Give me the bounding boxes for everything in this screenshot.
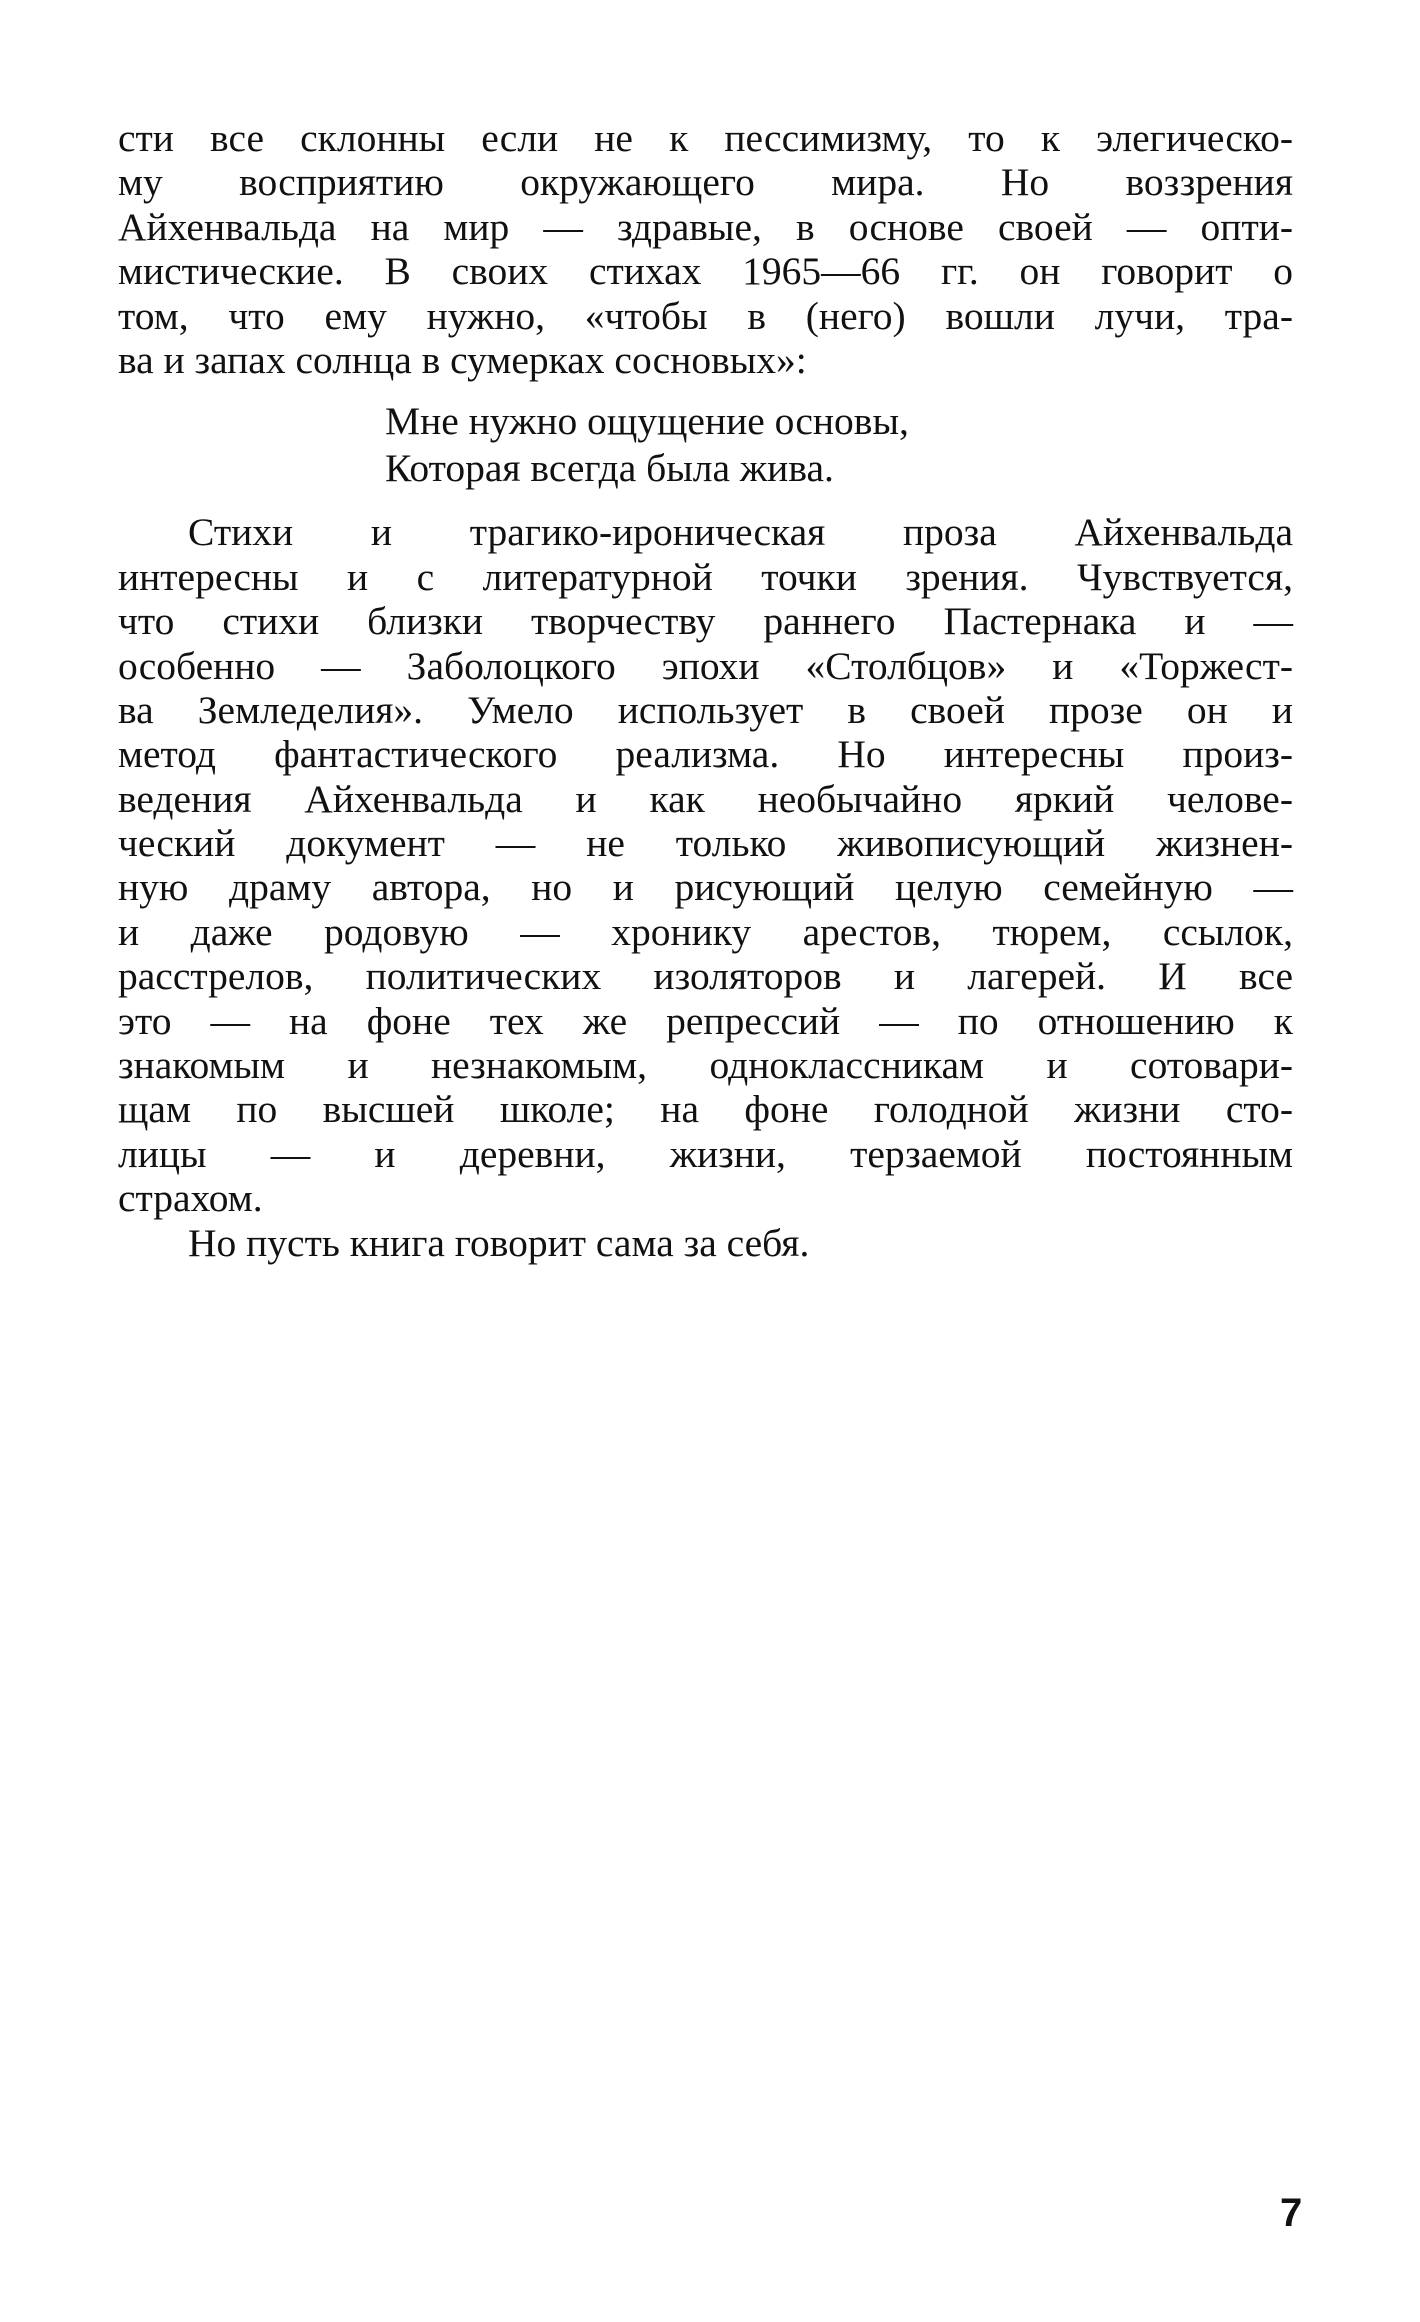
verse-line: Мне нужно ощущение основы,: [385, 399, 909, 444]
text-line: ведения Айхенвальда и как необычайно яркий челове-: [118, 776, 1293, 821]
text-line: знакомым и незнакомым, одноклассникам и сотовари-: [118, 1043, 1293, 1088]
text-line: ва Земледелия». Умело использует в своей прозе он и: [118, 687, 1293, 732]
verse-quote: [118, 398, 1293, 492]
text-line: это — на фоне тех же репрессий — по отношению к: [118, 998, 1293, 1043]
text-line: ва и запах солнца в сумерках сосновых»:: [118, 337, 807, 382]
text-line: сти все склонны если не к пессимизму, то к элегическо-: [118, 116, 1293, 160]
page-body: [118, 116, 1293, 1265]
text-line: страхом.: [118, 1176, 263, 1221]
verse-line: Которая всегда была жива.: [385, 446, 834, 491]
text-line: Стихи и трагико-ироническая проза Айхенвальда: [188, 510, 1293, 555]
page-number: 7: [1280, 2191, 1303, 2235]
text-line: ческий документ — не только живописующий жизнен-: [118, 821, 1293, 866]
text-line: и даже родовую — хронику арестов, тюрем, ссылок,: [118, 909, 1293, 954]
text-line: интересны и с литературной точки зрения. Чувствуется,: [118, 554, 1293, 599]
text-line: метод фантастического реализма. Но интересны произ-: [118, 732, 1293, 777]
text-line: особенно — Заболоцкого эпохи «Столбцов» и «Торжест-: [118, 643, 1293, 688]
text-line: Айхенвальда на мир — здравые, в основе своей — опти-: [118, 204, 1293, 249]
text-line: ную драму автора, но и рисующий целую семейную —: [118, 865, 1293, 910]
paragraph-analysis: [118, 510, 1293, 1220]
paragraph-intro: [118, 116, 1293, 382]
paragraph-closing: [118, 1221, 1293, 1265]
text-line: мистические. В своих стихах 1965—66 гг. он говорит о: [118, 249, 1293, 294]
text-line: что стихи близки творчеству раннего Пастернака и —: [118, 599, 1293, 644]
text-line: расстрелов, политических изоляторов и лагерей. И все: [118, 954, 1293, 999]
text-line: лицы — и деревни, жизни, терзаемой постоянным: [118, 1131, 1293, 1176]
text-line: му восприятию окружающего мира. Но воззрения: [118, 160, 1293, 205]
text-line: щам по высшей школе; на фоне голодной жизни сто-: [118, 1087, 1293, 1132]
text-line: том, что ему нужно, «чтобы в (него) вошли лучи, тра-: [118, 293, 1293, 338]
text-line: Но пусть книга говорит сама за себя.: [188, 1220, 810, 1265]
